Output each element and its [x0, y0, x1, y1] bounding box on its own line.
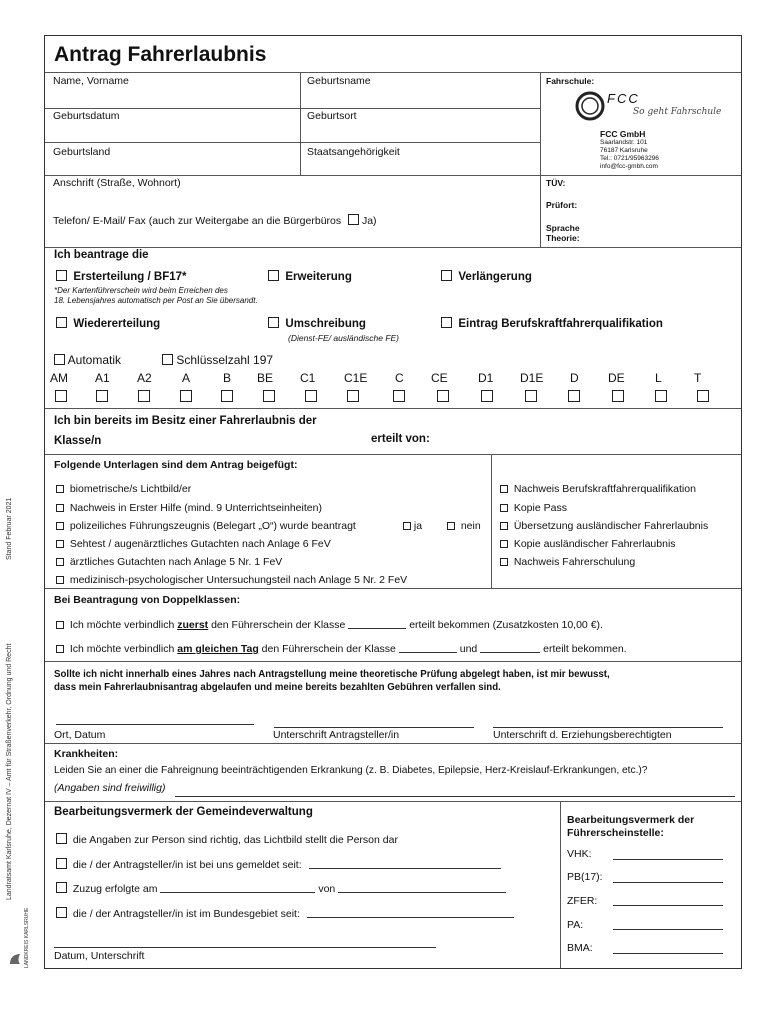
class-checkbox-de[interactable] [612, 390, 624, 402]
municipal-label-1: die Angaben zur Person sind richtig, das Lichtbild stellt die Person dar [72, 834, 398, 846]
class-checkbox-c1[interactable] [305, 390, 317, 402]
doppel-l2a: Ich möchte verbindlich [69, 643, 175, 655]
erweiterung-label: Erweiterung [285, 271, 352, 283]
doppel-gleich-checkbox[interactable] [56, 645, 64, 653]
office-pb17-label: PB(17): [567, 871, 603, 883]
class-checkbox-a1[interactable] [96, 390, 108, 402]
class-checkbox-b[interactable] [221, 390, 233, 402]
class-label-d: D [570, 371, 579, 385]
school-phone: Tel.: 0721/95963296 [600, 155, 659, 162]
office-vhk-label: VHK: [567, 848, 592, 860]
doc-right-item-3[interactable] [500, 520, 708, 532]
bf17-note-2: 18. Lebensjahres automatisch per Post an Sie übersandt. [54, 296, 258, 305]
municipal-input-3b[interactable] [338, 883, 506, 893]
office-zfer-input[interactable] [613, 905, 723, 906]
umschreibung-label: Umschreibung [285, 318, 366, 330]
school-email: info@fcc-gmbh.com [600, 163, 658, 170]
office-heading-1: Bearbeitungsvermerk der [567, 814, 695, 826]
doppel-l2c: den Führerschein der Klasse [261, 643, 396, 655]
doc-nein-checkbox[interactable] [447, 522, 455, 530]
office-zfer-label: ZFER: [567, 895, 598, 907]
apply-heading: Ich beantrage die [54, 249, 149, 261]
existing-klasse-field[interactable]: Klasse/n [54, 435, 102, 447]
doc-nein-option[interactable] [447, 520, 481, 532]
municipal-checkbox-1[interactable] [56, 833, 67, 844]
doc-item-2[interactable] [56, 502, 322, 514]
doc-right-checkbox-4[interactable] [500, 540, 508, 548]
doc-checkbox-2[interactable] [56, 504, 64, 512]
sprache-label: Sprache [546, 223, 580, 233]
municipal-signature-label: Datum, Unterschrift [54, 950, 145, 962]
doc-right-item-2[interactable] [500, 502, 567, 514]
doc-checkbox-4[interactable] [56, 540, 64, 548]
office-bma-label: BMA: [567, 942, 593, 954]
birth-name-field[interactable]: Geburtsname [307, 75, 371, 87]
doc-right-item-5[interactable] [500, 556, 635, 568]
class-checkbox-a[interactable] [180, 390, 192, 402]
municipal-label-4: die / der Antragsteller/in ist im Bundesgebiet seit: [72, 908, 300, 920]
doc-item-4[interactable] [56, 538, 331, 550]
address-field[interactable]: Anschrift (Straße, Wohnort) [53, 177, 181, 189]
school-logo-icon [575, 91, 605, 121]
school-logo-text: FCC [607, 91, 640, 106]
declaration-line-1: Sollte ich nicht innerhalb eines Jahres nach Antragstellung meine theoretische Prüfung abgelegt haben, ist mir bewusst, [54, 669, 610, 680]
municipal-label-3a: Zuzug erfolgte am [72, 883, 158, 895]
illness-heading: Krankheiten: [54, 748, 119, 760]
class-checkbox-d1[interactable] [481, 390, 493, 402]
applicant-signature-label: Unterschrift Antragsteller/in [273, 729, 400, 741]
side-authority: Landratsamt Karlsruhe, Dezernat IV – Amt für Straßenverkehr, Ordnung und Recht [6, 643, 13, 900]
illness-note: (Angaben sind freiwillig) [54, 782, 166, 794]
doppel-line-2[interactable] [56, 643, 627, 655]
class-label-a: A [182, 371, 191, 385]
option-eintrag[interactable] [441, 317, 663, 330]
class-checkbox-c[interactable] [393, 390, 405, 402]
municipal-item-4[interactable] [56, 907, 514, 920]
erweiterung-checkbox[interactable] [268, 270, 279, 281]
eintrag-checkbox[interactable] [441, 317, 452, 328]
doc-ja-label: ja [413, 520, 423, 532]
schluessel-checkbox[interactable] [162, 354, 173, 365]
doppel-zuerst-checkbox[interactable] [56, 621, 64, 629]
automatik-checkbox[interactable] [54, 354, 65, 365]
class-label-d1: D1 [478, 371, 494, 385]
name-field[interactable]: Name, Vorname [53, 75, 129, 87]
guardian-signature-label: Unterschrift d. Erziehungsberechtigten [493, 729, 672, 741]
doc-right-label-3: Übersetzung ausländischer Fahrerlaubnis [513, 520, 709, 532]
doc-right-checkbox-3[interactable] [500, 522, 508, 530]
class-checkbox-c1e[interactable] [347, 390, 359, 402]
doc-item-6[interactable] [56, 574, 407, 586]
class-label-c: C [395, 371, 404, 385]
class-label-b: B [223, 371, 232, 385]
class-label-am: AM [50, 371, 68, 385]
doc-right-label-5: Nachweis Fahrerschulung [513, 556, 636, 568]
doc-label-3: polizeiliches Führungszeugnis (Belegart „O“) wurde beantragt [69, 520, 356, 532]
municipal-item-1[interactable] [56, 833, 398, 846]
option-verlaengerung[interactable] [441, 270, 532, 283]
doc-ja-option[interactable] [403, 520, 422, 532]
applicant-signature-line[interactable] [274, 727, 474, 728]
doc-right-checkbox-5[interactable] [500, 558, 508, 566]
municipal-checkbox-3[interactable] [56, 882, 67, 893]
pruefort-field[interactable]: Prüfort: [546, 200, 578, 210]
automatik-label: Automatik [67, 353, 122, 367]
contact-share-checkbox[interactable] [348, 214, 359, 225]
doppel-line-1[interactable] [56, 619, 603, 631]
ort-datum-line[interactable] [56, 724, 254, 725]
doppel-class-input-2[interactable] [399, 643, 457, 653]
verlaengerung-checkbox[interactable] [441, 270, 452, 281]
illness-question: Leiden Sie an einer die Fahreignung beeinträchtigenden Erkrankung (z. B. Diabetes, Epilepsie, Herz-Kreislauf-Erkrankungen, etc.)? [54, 765, 648, 776]
eintrag-label: Eintrag Berufskraftfahrerqualifikation [458, 318, 663, 330]
municipal-item-2[interactable] [56, 858, 501, 871]
doc-label-4: Sehtest / augenärztliches Gutachten nach Anlage 6 FeV [69, 538, 331, 550]
class-label-de: DE [608, 371, 625, 385]
class-label-c1: C1 [300, 371, 316, 385]
class-checkbox-d1e[interactable] [525, 390, 537, 402]
school-slogan: So geht Fahrschule [633, 107, 722, 117]
guardian-signature-line[interactable] [493, 727, 723, 728]
contact-field[interactable] [53, 214, 377, 227]
municipal-input-3a[interactable] [160, 883, 315, 893]
tuv-field[interactable]: TÜV: [546, 178, 566, 188]
doc-label-2: Nachweis in Erster Hilfe (mind. 9 Unterrichtseinheiten) [69, 502, 322, 514]
docs-heading: Folgende Unterlagen sind dem Antrag beigefügt: [54, 459, 298, 471]
option-automatik[interactable] [54, 353, 121, 367]
class-label-ce: CE [431, 371, 448, 385]
district-logo [8, 907, 36, 970]
municipal-label-3b: von [318, 883, 336, 895]
class-checkbox-am[interactable] [55, 390, 67, 402]
class-checkbox-a2[interactable] [138, 390, 150, 402]
wiedererteilung-label: Wiedererteilung [73, 318, 161, 330]
doppel-class-input-3[interactable] [480, 643, 540, 653]
municipal-signature-line[interactable] [54, 947, 436, 948]
school-logo [575, 89, 722, 125]
municipal-heading: Bearbeitungsvermerk der Gemeindeverwaltung [54, 806, 313, 818]
page-title: Antrag Fahrerlaubnis [54, 43, 267, 66]
district-logo-icon [8, 952, 22, 966]
doc-checkbox-5[interactable] [56, 558, 64, 566]
umschreibung-checkbox[interactable] [268, 317, 279, 328]
doc-right-item-1[interactable] [500, 483, 696, 495]
municipal-checkbox-4[interactable] [56, 907, 67, 918]
wiedererteilung-checkbox[interactable] [56, 317, 67, 328]
doc-ja-checkbox[interactable] [403, 522, 411, 530]
existing-license-line: Ich bin bereits im Besitz einer Fahrerlaubnis der [54, 415, 317, 427]
doc-checkbox-6[interactable] [56, 576, 64, 584]
verlaengerung-label: Verlängerung [458, 271, 532, 283]
doc-right-checkbox-1[interactable] [500, 485, 508, 493]
class-checkbox-ce[interactable] [437, 390, 449, 402]
doc-nein-label: nein [460, 520, 481, 532]
office-pb17-input[interactable] [613, 882, 723, 883]
contact-label: Telefon/ E-Mail/ Fax (auch zur Weitergabe an die Bürgerbüros [53, 215, 342, 227]
doppel-l2e: erteilt bekommen. [543, 643, 627, 655]
doc-label-5: ärztliches Gutachten nach Anlage 5 Nr. 1 FeV [69, 556, 283, 568]
doc-item-5[interactable] [56, 556, 282, 568]
class-label-c1e: C1E [344, 371, 368, 385]
class-label-a2: A2 [137, 371, 152, 385]
schluessel-label: Schlüsselzahl 197 [176, 353, 274, 367]
bf17-note-1: *Der Kartenführerschein wird beim Erreichen des [54, 286, 228, 295]
declaration-line-2: dass mein Fahrerlaubnisantrag abgelaufen und meine bereits bezahlten Gebühren verfallen sind. [54, 682, 501, 693]
school-company: FCC GmbH [600, 129, 646, 139]
office-bma-input[interactable] [613, 953, 723, 954]
doppel-heading: Bei Beantragung von Doppelklassen: [54, 594, 241, 606]
municipal-label-2: die / der Antragsteller/in ist bei uns gemeldet seit: [72, 859, 302, 871]
doppel-class-input-1[interactable] [348, 619, 406, 629]
option-erweiterung[interactable] [268, 270, 352, 283]
office-vhk-input[interactable] [613, 859, 723, 860]
ersterteilung-label: Ersterteilung / BF17* [73, 271, 187, 283]
class-label-t: T [694, 371, 702, 385]
municipal-input-2[interactable] [309, 859, 501, 869]
class-checkbox-t[interactable] [697, 390, 709, 402]
umschreibung-note: (Dienst-FE/ ausländische FE) [288, 333, 400, 343]
birth-date-field[interactable]: Geburtsdatum [53, 110, 120, 122]
doppel-l1a: Ich möchte verbindlich [69, 619, 175, 631]
office-heading-2: Führerscheinstelle: [567, 827, 664, 839]
municipal-input-4[interactable] [307, 908, 514, 918]
class-checkbox-be[interactable] [263, 390, 275, 402]
doc-checkbox-3[interactable] [56, 522, 64, 530]
option-umschreibung[interactable] [268, 317, 366, 330]
doc-checkbox-1[interactable] [56, 485, 64, 493]
school-city: 76187 Karlsruhe [600, 147, 648, 154]
doppel-l1c: den Führerschein der Klasse [211, 619, 346, 631]
school-label: Fahrschule: [546, 76, 595, 86]
doc-right-label-1: Nachweis Berufskraftfahrerqualifikation [513, 483, 696, 495]
theorie-field[interactable]: Theorie: [546, 233, 580, 243]
doppel-l1d: erteilt bekommen (Zusatzkosten 10,00 €). [409, 619, 603, 631]
municipal-item-3[interactable] [56, 882, 506, 895]
school-street: Saarlandstr. 101 [600, 139, 648, 146]
nationality-field[interactable]: Staatsangehörigkeit [307, 146, 400, 158]
birth-place-field[interactable]: Geburtsort [307, 110, 357, 122]
class-checkbox-l[interactable] [655, 390, 667, 402]
option-ersterteilung[interactable] [56, 270, 187, 283]
office-pa-label: PA: [567, 919, 584, 931]
class-label-l: L [655, 371, 662, 385]
application-form [44, 35, 742, 969]
municipal-checkbox-2[interactable] [56, 858, 67, 869]
doc-label-6: medizinisch-psychologischer Untersuchungsteil nach Anlage 5 Nr. 2 FeV [69, 574, 408, 586]
class-label-d1e: D1E [520, 371, 544, 385]
doc-right-item-4[interactable] [500, 538, 676, 550]
birth-country-field[interactable]: Geburtsland [53, 146, 111, 158]
existing-erteilt-field[interactable]: erteilt von: [371, 433, 430, 445]
office-pa-input[interactable] [613, 929, 723, 930]
doppel-l2d: und [459, 643, 478, 655]
doppel-zuerst: zuerst [177, 619, 209, 631]
side-stand: Stand Februar 2021 [6, 497, 13, 560]
contact-ja-label: Ja) [361, 215, 377, 227]
option-wiedererteilung[interactable] [56, 317, 160, 330]
doc-label-1: biometrische/s Lichtbild/er [69, 483, 192, 495]
ort-datum-label: Ort, Datum [54, 729, 106, 741]
doc-item-1[interactable] [56, 483, 191, 495]
doc-right-label-2: Kopie Pass [513, 502, 567, 514]
option-schluessel[interactable] [162, 353, 273, 367]
illness-answer-line[interactable] [175, 796, 735, 797]
doc-item-3[interactable] [56, 520, 356, 532]
doc-right-checkbox-2[interactable] [500, 504, 508, 512]
class-checkbox-d[interactable] [568, 390, 580, 402]
district-logo-text: LANDKREIS KARLSRUHE [24, 907, 30, 968]
class-label-be: BE [257, 371, 274, 385]
doppel-gleich: am gleichen Tag [177, 643, 259, 655]
class-label-a1: A1 [95, 371, 110, 385]
doc-right-label-4: Kopie ausländischer Fahrerlaubnis [513, 538, 676, 550]
ersterteilung-checkbox[interactable] [56, 270, 67, 281]
